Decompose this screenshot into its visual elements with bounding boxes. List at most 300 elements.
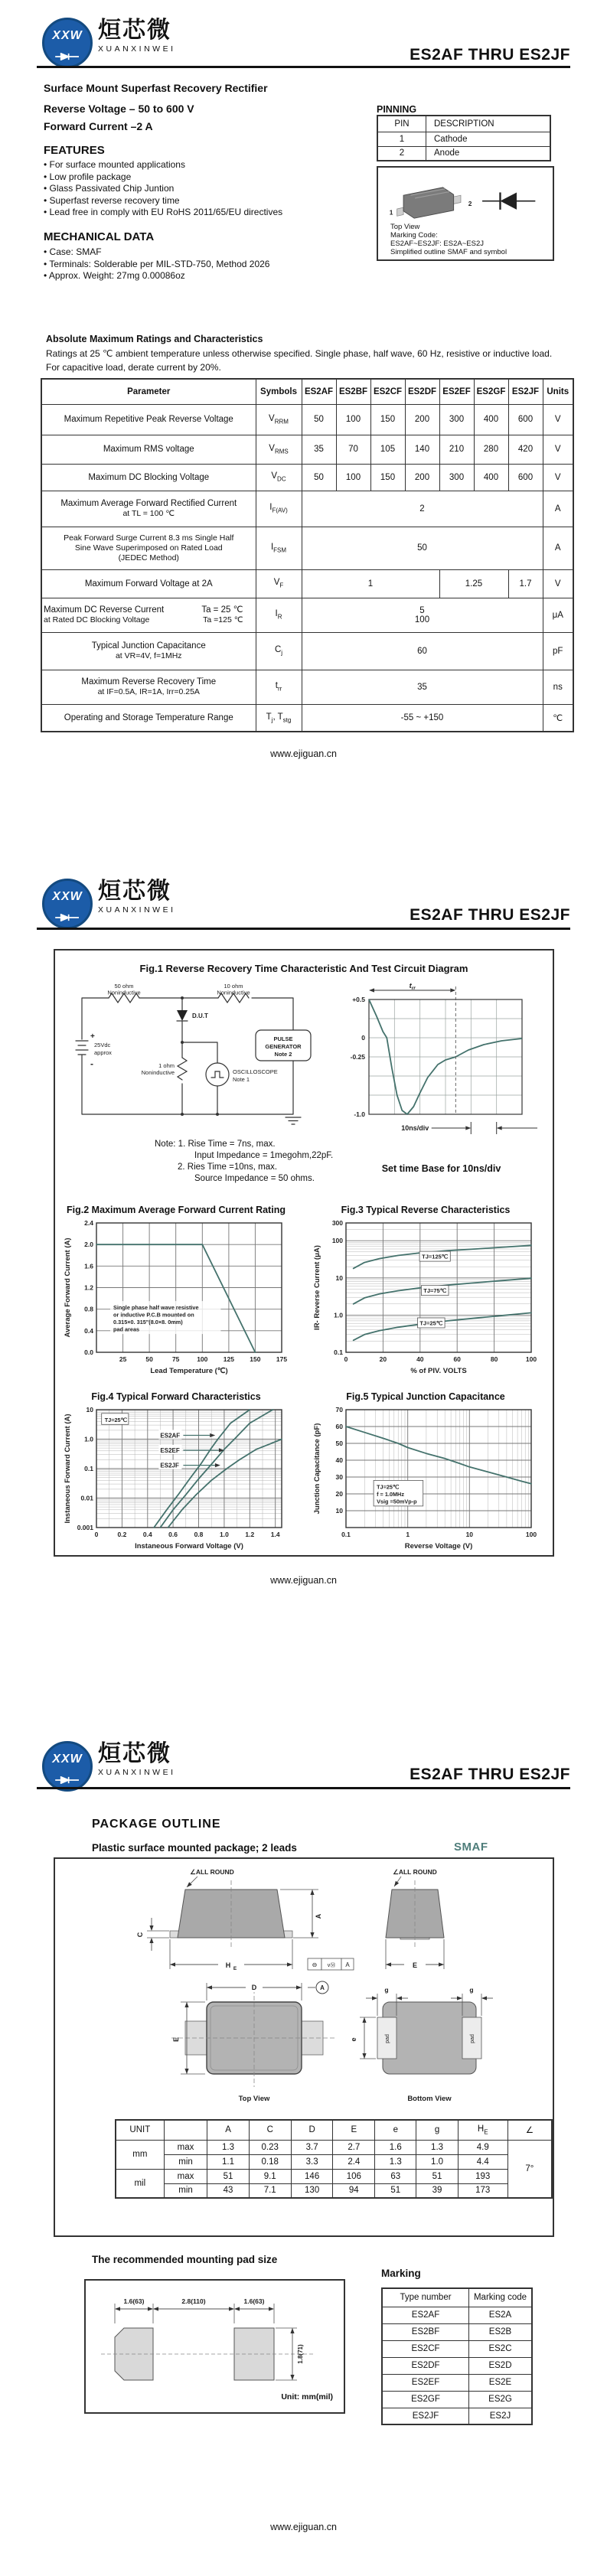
- fig3-chart: [311, 1217, 540, 1378]
- unit-cell: V: [543, 569, 573, 598]
- svg-text:175: 175: [276, 1355, 288, 1363]
- part-range-title: ES2AF THRU ES2JF: [410, 1766, 570, 1783]
- marking-row: [382, 2374, 532, 2391]
- dimension-table: [115, 2119, 553, 2199]
- svg-text:+0.5: +0.5: [352, 996, 365, 1003]
- col-device: ES2DF: [405, 379, 439, 404]
- svg-text:1 ohm: 1 ohm: [158, 1062, 175, 1069]
- feature-item: • Low profile package: [44, 171, 282, 184]
- col-units: Units: [543, 379, 573, 404]
- unit-cell: A: [543, 491, 573, 527]
- fig1-note-line: Note: 1. Rise Time = 7ns, max.: [155, 1140, 276, 1149]
- svg-text:IR- Reverse Current (μA): IR- Reverse Current (μA): [313, 1245, 321, 1330]
- outline-caption-line: ES2AF~ES2JF: ES2A~ES2J: [390, 240, 484, 248]
- parameter-cell: Maximum RMS voltage: [41, 435, 256, 464]
- svg-text:300: 300: [331, 1219, 343, 1227]
- value-cell: 300: [439, 404, 474, 435]
- logo-en: XUANXINWEI: [98, 1768, 176, 1777]
- symbol-cell: $T_j$, $T_{stg}$: [256, 704, 302, 732]
- svg-text:GENERATOR: GENERATOR: [265, 1043, 302, 1050]
- dim-cell: 1.3: [207, 2140, 249, 2154]
- pin-number-cell: 2: [377, 146, 426, 161]
- dim-cell: 0.18: [249, 2154, 291, 2169]
- logo-en: XUANXINWEI: [98, 905, 176, 915]
- dim-cell: 9.1: [249, 2169, 291, 2183]
- doc-title: Surface Mount Superfast Recovery Rectifier: [44, 82, 268, 94]
- svg-text:Lead Temperature (℃): Lead Temperature (℃): [150, 1367, 228, 1375]
- marking-code-cell: ES2B: [469, 2323, 533, 2340]
- dim-cell: 3.7: [291, 2140, 333, 2154]
- package-outline-heading: PACKAGE OUTLINE: [92, 1818, 221, 1831]
- svg-text:Vsig =50mVp-p: Vsig =50mVp-p: [377, 1498, 417, 1505]
- svg-text:∠ALL ROUND: ∠ALL ROUND: [393, 1868, 437, 1876]
- mechanical-item: • Case: SMAF: [44, 246, 269, 259]
- svg-text:ES2JF: ES2JF: [160, 1462, 179, 1469]
- svg-text:0.0: 0.0: [84, 1348, 93, 1356]
- svg-text:pad: pad: [470, 2034, 475, 2043]
- fig1-title: Fig.1 Reverse Recovery Time Characteristic And Test Circuit Diagram: [139, 963, 468, 974]
- svg-text:-1.0: -1.0: [354, 1110, 365, 1118]
- dim-cell: 0.23: [249, 2140, 291, 2154]
- value-cell: 60: [302, 632, 543, 670]
- pinning-row: [377, 146, 550, 161]
- dim-cell: 51: [375, 2183, 416, 2198]
- pinning-row: [377, 132, 550, 146]
- svg-text:ES2EF: ES2EF: [160, 1447, 180, 1454]
- svg-text:g: g: [469, 1986, 474, 1994]
- svg-text:E: E: [172, 2036, 180, 2043]
- unit-cell: pF: [543, 632, 573, 670]
- marking-col-code: Marking code: [469, 2288, 533, 2307]
- symbol-cell: $I_{F(AV)}$: [256, 491, 302, 527]
- ratings-note-1: Ratings at 25 ℃ ambient temperature unless otherwise specified. Single phase, half wave, 60 Hz, resistive or inductive load.: [46, 348, 553, 359]
- svg-text:Average Forward Current (A): Average Forward Current (A): [64, 1237, 72, 1338]
- dim-cell: 94: [333, 2183, 375, 2198]
- diode-icon: [54, 914, 80, 921]
- dim-cell: 39: [416, 2183, 458, 2198]
- unit-cell: ns: [543, 670, 573, 704]
- fig5-chart: [311, 1404, 540, 1553]
- dim-value-row: [116, 2154, 552, 2169]
- fig4-title: Fig.4 Typical Forward Characteristics: [91, 1391, 261, 1402]
- value-cell: 210: [439, 435, 474, 464]
- table-row: [41, 404, 573, 435]
- svg-text:10: 10: [335, 1273, 343, 1282]
- svg-text:0.001: 0.001: [77, 1524, 93, 1531]
- svg-text:approx: approx: [94, 1049, 112, 1056]
- svg-text:D.U.T: D.U.T: [192, 1012, 208, 1019]
- package-outline-box: [377, 166, 554, 261]
- dim-header-row: [116, 2120, 552, 2140]
- svg-text:PULSE: PULSE: [273, 1035, 293, 1042]
- svg-text:1.6(63): 1.6(63): [243, 2297, 265, 2305]
- value-cell: 140: [405, 435, 439, 464]
- svg-text:ES2AF: ES2AF: [160, 1432, 181, 1440]
- svg-text:50: 50: [145, 1355, 153, 1363]
- svg-text:Bottom View: Bottom View: [407, 2095, 452, 2103]
- svg-text:1.2: 1.2: [84, 1283, 93, 1292]
- svg-text:100: 100: [197, 1355, 208, 1363]
- dim-cell: max: [164, 2140, 207, 2154]
- type-number-cell: ES2CF: [382, 2340, 469, 2357]
- logo-en: XUANXINWEI: [98, 44, 176, 54]
- package-name: SMAF: [454, 1841, 488, 1854]
- dim-cell: mm: [116, 2140, 164, 2169]
- svg-text:∠ALL ROUND: ∠ALL ROUND: [190, 1868, 234, 1876]
- unit-cell: A: [543, 527, 573, 569]
- table-row: [41, 464, 573, 491]
- type-number-cell: ES2GF: [382, 2391, 469, 2408]
- fig1-waveform: [340, 980, 543, 1159]
- dim-cell: $H_E$: [458, 2120, 507, 2140]
- value-cell: 400: [474, 404, 508, 435]
- dim-cell: 51: [207, 2169, 249, 2183]
- dim-cell: 2.7: [333, 2140, 375, 2154]
- svg-text:25Vdc: 25Vdc: [94, 1042, 111, 1048]
- logo-cn: 烜芯微: [98, 18, 171, 43]
- marking-row: [382, 2340, 532, 2357]
- value-cell: 300: [439, 464, 474, 491]
- dim-cell: A: [207, 2120, 249, 2140]
- part-range-title: ES2AF THRU ES2JF: [410, 46, 570, 64]
- value-cell: 70: [336, 435, 370, 464]
- pinning-heading: PINNING: [377, 104, 417, 115]
- pad-unit-note: Unit: mm(mil): [281, 2392, 333, 2402]
- svg-text:2.8(110): 2.8(110): [181, 2297, 206, 2305]
- outline-captions: [390, 223, 507, 256]
- value-cell: 2: [302, 491, 543, 527]
- svg-text:0.6: 0.6: [168, 1531, 178, 1538]
- svg-text:60: 60: [453, 1355, 461, 1363]
- symbol-cell: $I_{FSM}$: [256, 527, 302, 569]
- dim-cell: 193: [458, 2169, 507, 2183]
- fig2-title: Fig.2 Maximum Average Forward Current Rating: [67, 1205, 286, 1215]
- feature-item: • Glass Passivated Chip Juntion: [44, 183, 282, 195]
- svg-text:1.2: 1.2: [245, 1531, 255, 1538]
- outline-caption-line: Simplified outline SMAF and symbol: [390, 248, 507, 256]
- marking-table: [381, 2287, 533, 2425]
- svg-text:g: g: [384, 1986, 389, 1994]
- dim-cell: UNIT: [116, 2120, 164, 2140]
- marking-col-type: Type number: [382, 2288, 469, 2307]
- symbol-cell: $V_F$: [256, 569, 302, 598]
- parameter-cell: Maximum Repetitive Peak Reverse Voltage: [41, 404, 256, 435]
- pin-description-cell: Anode: [426, 146, 551, 161]
- marking-code-cell: ES2A: [469, 2307, 533, 2323]
- marking-heading: Marking: [381, 2268, 421, 2279]
- marking-row: [382, 2307, 532, 2323]
- marking-row: [382, 2323, 532, 2340]
- svg-text:C: C: [136, 1932, 144, 1938]
- value-cell: 100: [336, 404, 370, 435]
- dim-cell: [164, 2120, 207, 2140]
- svg-text:Single phase half wave resisti: Single phase half wave resistive: [113, 1304, 199, 1312]
- ratings-heading: Absolute Maximum Ratings and Characteristics: [46, 334, 263, 344]
- svg-text:H: H: [225, 1961, 231, 1969]
- symbol-cell: $V_{RMS}$: [256, 435, 302, 464]
- dim-cell: 7.1: [249, 2183, 291, 2198]
- ratings-table: [41, 378, 574, 732]
- fig1-note-line: Source Impedance = 50 ohms.: [194, 1174, 315, 1183]
- svg-text:0.01: 0.01: [80, 1494, 93, 1502]
- marking-code-cell: ES2J: [469, 2408, 533, 2424]
- pad-size-heading: The recommended mounting pad size: [92, 2254, 278, 2265]
- svg-text:25: 25: [119, 1355, 127, 1363]
- fig3-title: Fig.3 Typical Reverse Characteristics: [341, 1205, 511, 1215]
- svg-text:0.2: 0.2: [117, 1531, 127, 1538]
- svg-text:1.8(71): 1.8(71): [297, 2344, 304, 2364]
- reverse-voltage-line: Reverse Voltage – 50 to 600 V: [44, 103, 194, 115]
- dim-cell: 7°: [507, 2140, 552, 2198]
- svg-text:0: 0: [361, 1034, 365, 1042]
- value-cell: 200: [405, 464, 439, 491]
- dim-cell: 1.3: [416, 2140, 458, 2154]
- parameter-cell: Maximum DC Blocking Voltage: [41, 464, 256, 491]
- svg-text:A: A: [315, 1913, 322, 1919]
- parameter-cell: Maximum Average Forward Rectified Current at TL = 100 ℃: [41, 491, 256, 527]
- unit-cell: V: [543, 435, 573, 464]
- package-drawing-box: [54, 1857, 554, 2237]
- type-number-cell: ES2AF: [382, 2307, 469, 2323]
- brand-logo: [42, 879, 176, 929]
- col-parameter: Parameter: [41, 379, 256, 404]
- svg-text:1: 1: [406, 1531, 410, 1538]
- svg-text:vⓂ: vⓂ: [327, 1963, 336, 1968]
- pin-number-cell: 1: [377, 132, 426, 146]
- mechanical-item: • Approx. Weight: 27mg 0.00086oz: [44, 270, 269, 282]
- col-symbols: Symbols: [256, 379, 302, 404]
- svg-text:70: 70: [335, 1406, 343, 1414]
- datasheet-page-3: [0, 1718, 607, 2576]
- svg-text:Top View: Top View: [238, 2095, 270, 2103]
- features-heading: FEATURES: [44, 144, 105, 157]
- table-row: [41, 704, 573, 732]
- dim-cell: 1.6: [375, 2140, 416, 2154]
- svg-text:Instaneous Forward Voltage (V): Instaneous Forward Voltage (V): [135, 1542, 243, 1550]
- value-cell: 600: [508, 464, 543, 491]
- part-range-title: ES2AF THRU ES2JF: [410, 906, 570, 924]
- value-cell: 105: [370, 435, 405, 464]
- col-device: ES2EF: [439, 379, 474, 404]
- feature-item: • Superfast reverse recovery time: [44, 195, 282, 207]
- dim-value-row: [116, 2169, 552, 2183]
- fig2-chart: [61, 1217, 291, 1378]
- svg-text:Note 1: Note 1: [233, 1076, 250, 1083]
- dim-cell: 1.0: [416, 2154, 458, 2169]
- footer-url: www.ejiguan.cn: [270, 1575, 337, 1586]
- dim-cell: C: [249, 2120, 291, 2140]
- svg-text:20: 20: [335, 1490, 343, 1498]
- feature-item: • For surface mounted applications: [44, 159, 282, 171]
- mounting-pad-drawing: [86, 2281, 341, 2409]
- logo-cn: 烜芯微: [98, 879, 171, 904]
- svg-text:Note 2: Note 2: [274, 1051, 292, 1058]
- svg-text:0.1: 0.1: [84, 1465, 93, 1472]
- svg-text:pad areas: pad areas: [113, 1325, 140, 1333]
- svg-text:TJ=125℃: TJ=125℃: [422, 1253, 449, 1260]
- svg-text:0.1: 0.1: [341, 1531, 351, 1538]
- marking-code-cell: ES2G: [469, 2391, 533, 2408]
- svg-text:E: E: [233, 1966, 237, 1971]
- svg-text:100: 100: [525, 1355, 537, 1363]
- svg-text:0.8: 0.8: [194, 1531, 204, 1538]
- unit-cell: ℃: [543, 704, 573, 732]
- value-cell: -55 ~ +150: [302, 704, 543, 732]
- svg-text:OSCILLOSCOPE: OSCILLOSCOPE: [233, 1068, 278, 1075]
- package-subheading: Plastic surface mounted package; 2 leads: [92, 1842, 297, 1854]
- header-rule: [37, 1787, 570, 1789]
- svg-text:D: D: [251, 1984, 257, 1991]
- svg-text:Reverse Voltage (V): Reverse Voltage (V): [404, 1542, 473, 1550]
- footer-url: www.ejiguan.cn: [270, 748, 337, 759]
- dim-value-row: [116, 2140, 552, 2154]
- svg-text:or inductive P.C.B mounted on: or inductive P.C.B mounted on: [113, 1311, 194, 1319]
- dim-cell: E: [333, 2120, 375, 2140]
- marking-row: [382, 2357, 532, 2374]
- value-cell: 200: [405, 404, 439, 435]
- svg-text:A: A: [320, 1984, 325, 1991]
- svg-text:125: 125: [223, 1355, 234, 1363]
- svg-text:30: 30: [335, 1473, 343, 1481]
- datasheet-page-1: [0, 0, 607, 857]
- unit-cell: V: [543, 464, 573, 491]
- dim-cell: 173: [458, 2183, 507, 2198]
- value-cell: 100: [336, 464, 370, 491]
- col-device: ES2GF: [474, 379, 508, 404]
- svg-text:0.4: 0.4: [142, 1531, 152, 1538]
- marking-row: [382, 2391, 532, 2408]
- svg-text:pad: pad: [385, 2034, 390, 2043]
- svg-text:10: 10: [86, 1406, 93, 1414]
- logo-text: [98, 18, 176, 54]
- outline-caption-line: Marking Code:: [390, 231, 438, 240]
- feature-item: • Lead free in comply with EU RoHS 2011/65/EU directives: [44, 207, 282, 219]
- dim-value-row: [116, 2183, 552, 2198]
- svg-text:Junction Capacitance (pF): Junction Capacitance (pF): [313, 1423, 321, 1515]
- fig1-notes: [155, 1139, 333, 1185]
- diode-icon: [54, 53, 80, 60]
- features-list: [44, 159, 282, 219]
- dim-cell: 2.4: [333, 2154, 375, 2169]
- col-device: ES2AF: [302, 379, 336, 404]
- type-number-cell: ES2DF: [382, 2357, 469, 2374]
- svg-text:20: 20: [379, 1355, 387, 1363]
- svg-text:Noninductive: Noninductive: [217, 989, 250, 996]
- table-row: [41, 527, 573, 569]
- svg-text:10 ohm: 10 ohm: [224, 983, 243, 990]
- svg-text:40: 40: [335, 1456, 343, 1464]
- dim-cell: min: [164, 2183, 207, 2198]
- marking-code-cell: ES2C: [469, 2340, 533, 2357]
- dim-cell: 106: [333, 2169, 375, 2183]
- marking-code-cell: ES2E: [469, 2374, 533, 2391]
- svg-text:f = 1.0MHz: f = 1.0MHz: [377, 1490, 404, 1498]
- dim-cell: 4.9: [458, 2140, 507, 2154]
- outline-caption-line: Top View: [390, 223, 420, 231]
- svg-text:E: E: [412, 1961, 418, 1969]
- col-device: ES2JF: [508, 379, 543, 404]
- logo-abbr: XXW: [52, 890, 83, 903]
- logo-text: [98, 879, 176, 915]
- value-cell: 420: [508, 435, 543, 464]
- package-dimension-drawing: [55, 1862, 553, 2115]
- svg-text:2.0: 2.0: [84, 1241, 93, 1249]
- svg-text:TJ=75℃: TJ=75℃: [423, 1287, 447, 1295]
- dim-cell: max: [164, 2169, 207, 2183]
- type-number-cell: ES2EF: [382, 2374, 469, 2391]
- parameter-cell: Maximum Reverse Recovery Time at IF=0.5A, IR=1A, Irr=0.25A: [41, 670, 256, 704]
- svg-text:1.0: 1.0: [219, 1531, 229, 1538]
- svg-text:10: 10: [465, 1531, 474, 1538]
- symbol-cell: $I_R$: [256, 598, 302, 632]
- svg-text:0.4: 0.4: [84, 1326, 93, 1335]
- value-cell: 35: [302, 670, 543, 704]
- svg-text:0: 0: [344, 1355, 348, 1363]
- dim-cell: 51: [416, 2169, 458, 2183]
- value-cell: 50: [302, 527, 543, 569]
- ratings-header-row: [41, 379, 573, 404]
- svg-text:1.0: 1.0: [334, 1311, 343, 1319]
- svg-text:50: 50: [335, 1440, 343, 1447]
- mechanical-list: [44, 246, 269, 282]
- svg-text:1.0: 1.0: [84, 1435, 93, 1443]
- svg-text:1.6: 1.6: [84, 1262, 93, 1270]
- brand-logo: [42, 1741, 176, 1792]
- svg-text:A: A: [345, 1961, 350, 1968]
- svg-text:2: 2: [468, 200, 472, 208]
- symbol-cell: $V_{RRM}$: [256, 404, 302, 435]
- dim-cell: mil: [116, 2169, 164, 2198]
- dim-cell: 4.4: [458, 2154, 507, 2169]
- mechanical-item: • Terminals: Solderable per MIL-STD-750, Method 2026: [44, 259, 269, 271]
- pin-description-cell: Cathode: [426, 132, 551, 146]
- ratings-note-2: For capacitive load, derate current by 20%.: [46, 362, 221, 373]
- dim-cell: 63: [375, 2169, 416, 2183]
- type-number-cell: ES2JF: [382, 2408, 469, 2424]
- fig1-note-line: Input Impedance = 1megohm,22pF.: [194, 1151, 334, 1160]
- svg-text:0: 0: [94, 1531, 99, 1538]
- header-rule: [37, 66, 570, 68]
- logo-cn: 烜芯微: [98, 1741, 171, 1766]
- svg-text:trr: $t_{rr}$: [409, 982, 416, 991]
- brand-logo-mark: [42, 1741, 93, 1792]
- table-row: [41, 632, 573, 670]
- parameter-cell: Operating and Storage Temperature Range: [41, 704, 256, 732]
- brand-logo: [42, 18, 176, 68]
- svg-text:TJ=25℃: TJ=25℃: [104, 1416, 127, 1423]
- header-rule: [37, 928, 570, 930]
- svg-text:60: 60: [335, 1423, 343, 1430]
- dim-cell: 146: [291, 2169, 333, 2183]
- dim-cell: g: [416, 2120, 458, 2140]
- value-cell: 600: [508, 404, 543, 435]
- dim-cell: e: [375, 2120, 416, 2140]
- value-cell: 150: [370, 464, 405, 491]
- value-cell: 150: [370, 404, 405, 435]
- pinning-table: [377, 115, 551, 161]
- table-row: [41, 569, 573, 598]
- value-cell: 50: [302, 464, 336, 491]
- svg-text:100: 100: [525, 1531, 537, 1538]
- svg-text:Noninductive: Noninductive: [107, 989, 141, 996]
- parameter-cell: Maximum Forward Voltage at 2A: [41, 569, 256, 598]
- symbol-cell: $C_j$: [256, 632, 302, 670]
- fig4-chart: [61, 1404, 291, 1553]
- svg-text:10ns/div: 10ns/div: [401, 1124, 429, 1132]
- dim-cell: min: [164, 2154, 207, 2169]
- svg-text:1: 1: [389, 208, 393, 217]
- value-cell: 35: [302, 435, 336, 464]
